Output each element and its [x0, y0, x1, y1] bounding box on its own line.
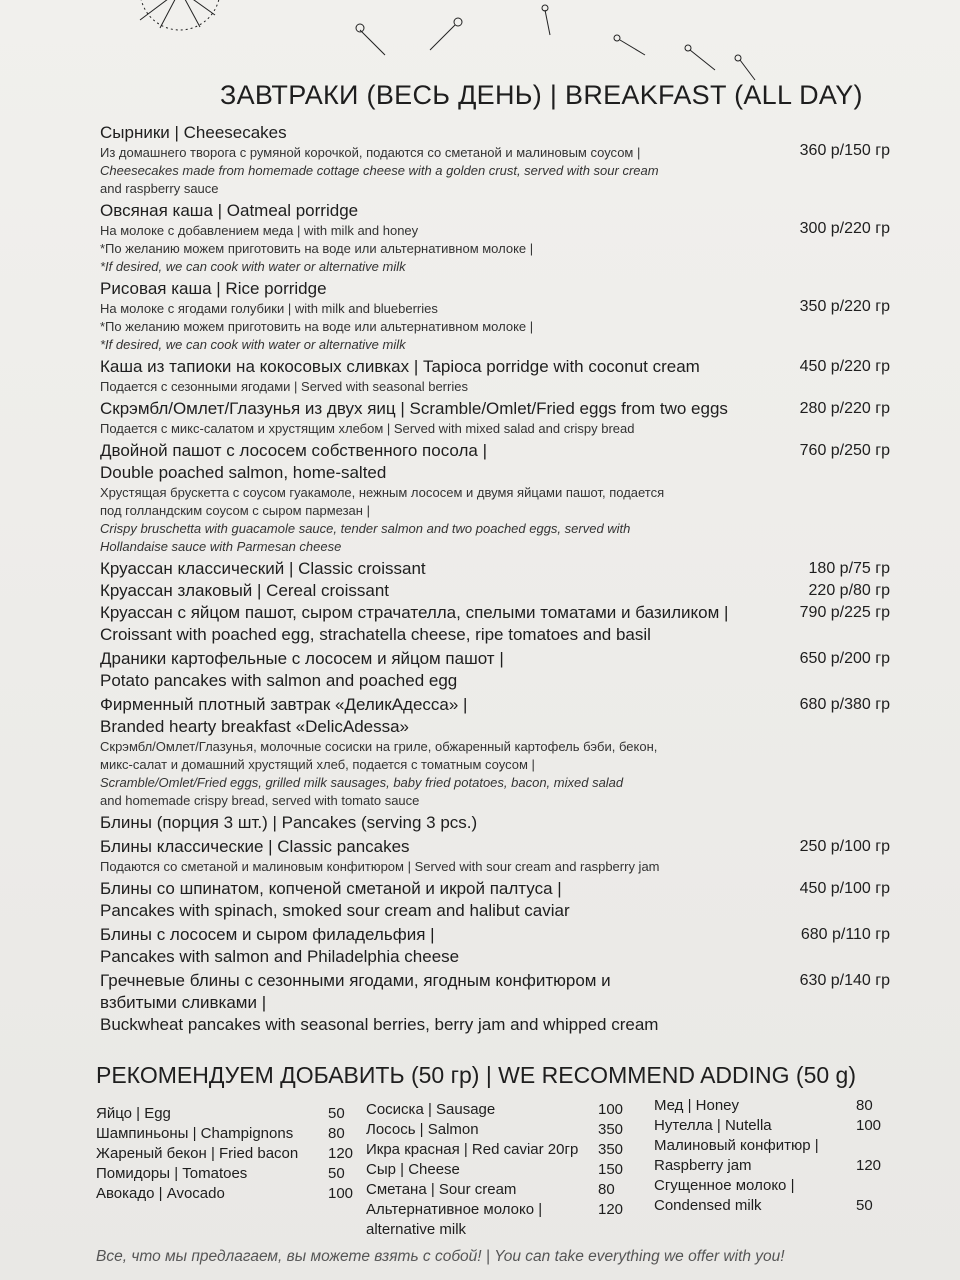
addon-item: [654, 1096, 873, 1116]
item-description: На молоке с ягодами голубики | with milk and blueberries: [100, 301, 438, 316]
menu-item: [100, 924, 900, 968]
item-price: 630 р/140 гр: [799, 972, 890, 989]
addon-item: [654, 1156, 882, 1176]
item-name: Драники картофельные с лососем и яйцом пашот |: [100, 649, 504, 668]
addon-item: [366, 1200, 624, 1220]
item-name: Круассан злаковый | Cereal croissant: [100, 581, 389, 600]
item-name: Круассан классический | Classic croissant: [100, 559, 426, 578]
addon-name: Альтернативное молоко |: [366, 1201, 543, 1218]
addons-column: [654, 1096, 882, 1216]
item-name: Гречневые блины с сезонными ягодами, ягодным конфитюром и: [100, 971, 611, 990]
item-name: Double poached salmon, home-salted: [100, 463, 387, 482]
item-description: and homemade crispy bread, served with tomato sauce: [100, 793, 420, 808]
addon-item: [96, 1144, 354, 1164]
addon-price: 100: [328, 1185, 354, 1202]
item-name: Рисовая каша | Rice porridge: [100, 279, 327, 298]
addon-name: Нутелла | Nutella: [654, 1117, 772, 1134]
item-name: Двойной пашот с лососем собственного посола |: [100, 441, 488, 460]
item-description: Подается с микс-салатом и хрустящим хлебом | Served with mixed salad and crispy bread: [100, 421, 635, 436]
menu-item: [100, 278, 900, 354]
addon-item: [366, 1120, 624, 1140]
menu-item: [100, 970, 900, 1036]
menu-item: [100, 580, 900, 602]
item-name: Блины с лососем и сыром филадельфия |: [100, 925, 435, 944]
item-price: 180 р/75 гр: [808, 560, 890, 577]
item-name: Блины классические | Classic pancakes: [100, 837, 410, 856]
addon-name: Яйцо | Egg: [96, 1105, 171, 1122]
addon-price: 50: [328, 1165, 345, 1182]
addon-price: 120: [328, 1145, 354, 1162]
item-description: Подаются со сметаной и малиновым конфитюром | Served with sour cream and raspberry jam: [100, 859, 660, 874]
item-price: 650 р/200 гр: [799, 650, 890, 667]
item-description: and raspberry sauce: [100, 181, 219, 196]
menu-item: [100, 836, 900, 876]
addon-item: [366, 1220, 578, 1240]
breakfast-menu: [100, 122, 900, 1036]
addon-name: Икра красная | Red caviar 20гр: [366, 1141, 579, 1158]
item-price: 360 р/150 гр: [799, 142, 890, 159]
addon-item: [366, 1100, 624, 1120]
addon-item: [366, 1180, 615, 1200]
addon-item: [654, 1116, 882, 1136]
addons-list: [96, 1097, 896, 1240]
item-name: Pancakes with salmon and Philadelphia cheese: [100, 947, 460, 966]
item-description: Cheesecakes made from homemade cottage cheese with a golden crust, served with sour cream: [100, 163, 659, 178]
menu-item: [100, 812, 900, 834]
item-name: Croissant with poached egg, strachatella cheese, ripe tomatoes and basil: [100, 625, 651, 644]
item-description: Скрэмбл/Омлет/Глазунья, молочные сосиски на гриле, обжаренный картофель бэби, бекон,: [100, 739, 658, 754]
menu-item: [100, 398, 900, 438]
item-name: Овсяная каша | Oatmeal porridge: [100, 201, 359, 220]
addon-item: [654, 1136, 819, 1156]
item-name: Каша из тапиоки на кокосовых сливках | Tapioca porridge with coconut cream: [100, 357, 700, 376]
addon-name: Жареный бекон | Fried bacon: [96, 1145, 299, 1162]
addon-name: Raspberry jam: [654, 1157, 752, 1174]
addon-name: Сметана | Sour cream: [366, 1181, 517, 1198]
item-name: взбитыми сливками |: [100, 993, 267, 1012]
item-description: Hollandaise sauce with Parmesan cheese: [100, 539, 342, 554]
addon-item: [366, 1160, 624, 1180]
item-name: Branded hearty breakfast «DelicAdessa»: [100, 717, 410, 736]
item-description: Из домашнего творога с румяной корочкой, подаются со сметаной и малиновым соусом |: [100, 145, 641, 160]
addon-price: 100: [856, 1117, 882, 1134]
addon-price: 80: [328, 1125, 345, 1142]
menu-item: [100, 356, 900, 396]
item-description: под голландским соусом с сыром пармезан |: [100, 503, 370, 518]
addon-name: alternative milk: [366, 1221, 467, 1238]
addon-item: [96, 1124, 345, 1144]
addon-name: Шампиньоны | Champignons: [96, 1125, 294, 1142]
menu-item: [100, 558, 900, 580]
item-price: 220 р/80 гр: [808, 582, 890, 599]
addon-price: 50: [856, 1197, 873, 1214]
addon-name: Сыр | Cheese: [366, 1161, 460, 1178]
item-price: 680 р/380 гр: [799, 696, 890, 713]
menu-item: [100, 122, 900, 198]
item-description: *If desired, we can cook with water or alternative milk: [100, 259, 406, 274]
item-name: Potato pancakes with salmon and poached egg: [100, 671, 458, 690]
takeaway-note: Все, что мы предлагаем, вы можете взять с собой! | You can take everything we offer with you!: [96, 1248, 785, 1265]
addon-name: Лосось | Salmon: [366, 1121, 479, 1138]
addons-column: [96, 1104, 354, 1204]
item-description: Scramble/Omlet/Fried eggs, grilled milk sausages, baby fried potatoes, bacon, mixed salad: [100, 775, 624, 790]
addons-title: РЕКОМЕНДУЕМ ДОБАВИТЬ (50 гр) | WE RECOMMEND ADDING (50 g): [96, 1062, 856, 1088]
addon-item: [96, 1104, 345, 1124]
menu-item: [100, 878, 900, 922]
item-description: *По желанию можем приготовить на воде или альтернативном молоке |: [100, 241, 534, 256]
item-name: Сырники | Cheesecakes: [100, 123, 287, 142]
menu-title: ЗАВТРАКИ (ВЕСЬ ДЕНЬ) | BREAKFAST (ALL DAY): [220, 80, 863, 110]
item-price: 680 р/110 гр: [800, 926, 890, 943]
item-name: Блины (порция 3 шт.) | Pancakes (serving 3 pcs.): [100, 813, 478, 832]
addon-name: Авокадо | Avocado: [96, 1185, 225, 1202]
item-name: Фирменный плотный завтрак «ДеликАдесса» |: [100, 695, 468, 714]
addon-name: Малиновый конфитюр |: [654, 1137, 819, 1154]
addon-name: Мед | Honey: [654, 1097, 740, 1114]
menu-item: [100, 440, 900, 556]
addon-price: 100: [598, 1101, 624, 1118]
item-name: Pancakes with spinach, smoked sour cream and halibut caviar: [100, 901, 570, 920]
addon-item: [654, 1176, 819, 1196]
addons-column: [366, 1100, 624, 1240]
addon-price: 80: [598, 1181, 615, 1198]
item-description: Crispy bruschetta with guacamole sauce, tender salmon and two poached eggs, served with: [100, 521, 631, 536]
item-name: Buckwheat pancakes with seasonal berries, berry jam and whipped cream: [100, 1015, 659, 1034]
item-price: 280 р/220 гр: [799, 400, 890, 417]
item-price: 450 р/100 гр: [799, 880, 890, 897]
menu-item: [100, 200, 900, 276]
addon-price: 150: [598, 1161, 624, 1178]
item-price: 760 р/250 гр: [799, 442, 890, 459]
addon-item: [96, 1184, 354, 1204]
item-price: 450 р/220 гр: [799, 358, 890, 375]
item-description: На молоке с добавлением меда | with milk and honey: [100, 223, 419, 238]
addon-price: 120: [856, 1157, 882, 1174]
menu-item: [100, 602, 900, 646]
item-description: *По желанию можем приготовить на воде или альтернативном молоке |: [100, 319, 534, 334]
item-name: Блины со шпинатом, копченой сметаной и икрой палтуса |: [100, 879, 562, 898]
addon-name: Condensed milk: [654, 1197, 762, 1214]
item-description: микс-салат и домашний хрустящий хлеб, подается с томатным соусом |: [100, 757, 535, 772]
item-price: 250 р/100 гр: [799, 838, 890, 855]
addon-item: [366, 1140, 624, 1160]
addon-price: 50: [328, 1105, 345, 1122]
addon-name: Сгущенное молоко |: [654, 1177, 795, 1194]
item-description: *If desired, we can cook with water or alternative milk: [100, 337, 406, 352]
addon-price: 120: [598, 1201, 624, 1218]
addon-price: 80: [856, 1097, 873, 1114]
item-price: 790 р/225 гр: [799, 604, 890, 621]
item-name: Круассан с яйцом пашот, сыром страчателла, спелыми томатами и базиликом |: [100, 603, 729, 622]
item-price: 350 р/220 гр: [799, 298, 890, 315]
addon-item: [654, 1196, 873, 1216]
menu-item: [100, 648, 900, 692]
addon-name: Сосиска | Sausage: [366, 1101, 496, 1118]
item-description: Хрустящая брускетта с соусом гуакамоле, нежным лососем и двумя яйцами пашот, подается: [100, 485, 665, 500]
addon-price: 350: [598, 1121, 624, 1138]
item-name: Скрэмбл/Омлет/Глазунья из двух яиц | Scramble/Omlet/Fried eggs from two eggs: [100, 399, 728, 418]
addon-price: 350: [598, 1141, 624, 1158]
item-description: Подается с сезонными ягодами | Served with seasonal berries: [100, 379, 468, 394]
addon-name: Помидоры | Tomatoes: [96, 1165, 248, 1182]
item-price: 300 р/220 гр: [799, 220, 890, 237]
addon-item: [96, 1164, 345, 1184]
menu-item: [100, 694, 900, 810]
